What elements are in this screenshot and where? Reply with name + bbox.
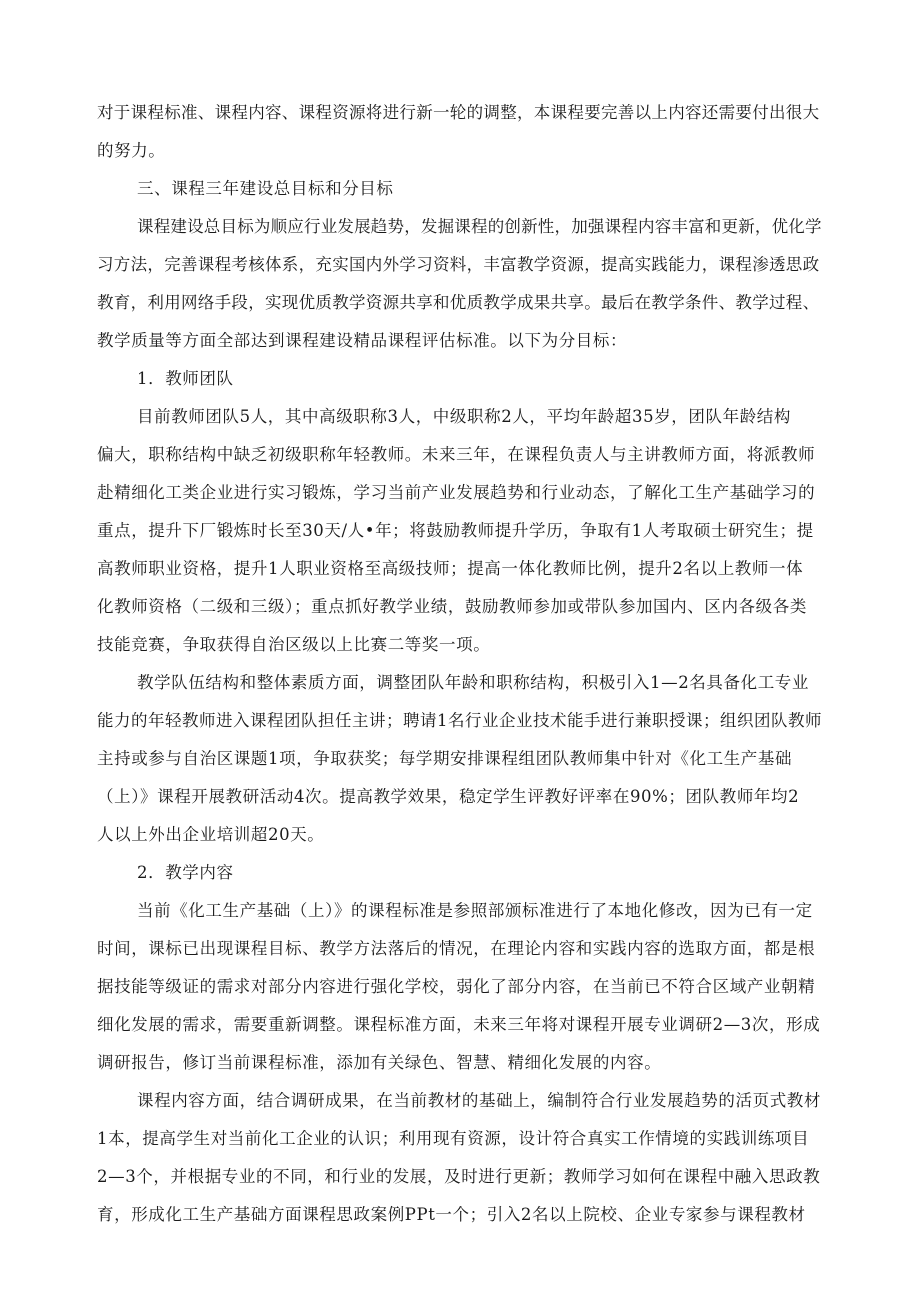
- paragraph-line: 2—3个，并根据专业的不同，和行业的发展，及时进行更新；教师学习如何在课程中融入思政教: [97, 1167, 821, 1186]
- paragraph-line: 目前教师团队5人，其中高级职称3人，中级职称2人，平均年龄超35岁，团队年龄结构: [137, 407, 791, 426]
- paragraph-line: 重点，提升下厂锻炼时长至30天/人•年；将鼓励教师提升学历，争取有1人考取硕士研究生；提: [97, 521, 814, 540]
- section-heading: 三、课程三年建设总目标和分目标: [137, 179, 394, 198]
- paragraph-line: 偏大，职称结构中缺乏初级职称年轻教师。未来三年，在课程负责人与主讲教师方面，将派教师: [97, 445, 816, 464]
- paragraph-line: 教学质量等方面全部达到课程建设精品课程评估标准。以下为分目标：: [97, 331, 628, 350]
- paragraph-line: 调研报告，修订当前课程标准，添加有关绿色、智慧、精细化发展的内容。: [97, 1053, 662, 1072]
- paragraph-line: 教育，利用网络手段，实现优质教学资源共享和优质教学成果共享。最后在教学条件、教学过程、: [97, 293, 820, 312]
- paragraph-line: 赴精细化工类企业进行实习锻炼，学习当前产业发展趋势和行业动态，了解化工生产基础学习的: [97, 483, 816, 502]
- subsection-heading: 1．教师团队: [137, 369, 234, 388]
- paragraph-line: 细化发展的需求，需要重新调整。课程标准方面，未来三年将对课程开展专业调研2—3次，形成: [97, 1015, 821, 1034]
- paragraph-line: 化教师资格（二级和三级）；重点抓好教学业绩，鼓励教师参加或带队参加国内、区内各级各类: [97, 597, 807, 616]
- paragraph-line: 1本，提高学生对当前化工企业的认识；利用现有资源，设计符合真实工作情境的实践训练项目: [97, 1129, 810, 1148]
- paragraph-line: 人以上外出企业培训超20天。: [97, 825, 325, 844]
- paragraph-line: 技能竞赛，争取获得自治区级以上比赛二等奖一项。: [97, 635, 491, 654]
- intro-line: 对于课程标准、课程内容、课程资源将进行新一轮的调整，本课程要完善以上内容还需要付出很大: [97, 103, 820, 122]
- paragraph-line: 当前《化工生产基础（上）》的课程标准是参照部颁标准进行了本地化修改，因为已有一定: [137, 901, 813, 920]
- paragraph-line: 时间，课标已出现课程目标、教学方法落后的情况，在理论内容和实践内容的选取方面，都是根: [97, 939, 816, 958]
- paragraph-line: 据技能等级证的需求对部分内容进行强化学校，弱化了部分内容，在当前已不符合区域产业朝精: [97, 977, 816, 996]
- subsection-heading: 2．教学内容: [137, 863, 234, 882]
- intro-line: 的努力。: [97, 141, 166, 160]
- paragraph-line: 教学队伍结构和整体素质方面，调整团队年龄和职称结构，积极引入1—2名具备化工专业: [137, 673, 809, 692]
- paragraph-line: 育，形成化工生产基础方面课程思政案例PPt一个；引入2名以上院校、企业专家参与课程教材: [97, 1205, 806, 1224]
- paragraph-line: 课程内容方面，结合调研成果，在当前教材的基础上，编制符合行业发展趋势的活页式教材: [137, 1091, 821, 1110]
- paragraph-line: （上）》课程开展教研活动4次。提高教学效果，稳定学生评教好评率在90%；团队教师年均2: [97, 787, 800, 806]
- paragraph-line: 主持或参与自治区课题1项，争取获奖；每学期安排课程组团队教师集中针对《化工生产基础: [97, 749, 793, 768]
- paragraph-line: 高教师职业资格，提升1人职业资格至高级技师；提高一体化教师比例，提升2名以上教师一体: [97, 559, 804, 578]
- paragraph-line: 习方法，完善课程考核体系，充实国内外学习资料，丰富教学资源，提高实践能力，课程渗透思政: [97, 255, 820, 274]
- paragraph-line: 能力的年轻教师进入课程团队担任主讲；聘请1名行业企业技术能手进行兼职授课；组织团队教师: [97, 711, 822, 730]
- paragraph-line: 课程建设总目标为顺应行业发展趋势，发掘课程的创新性，加强课程内容丰富和更新，优化学: [137, 217, 822, 236]
